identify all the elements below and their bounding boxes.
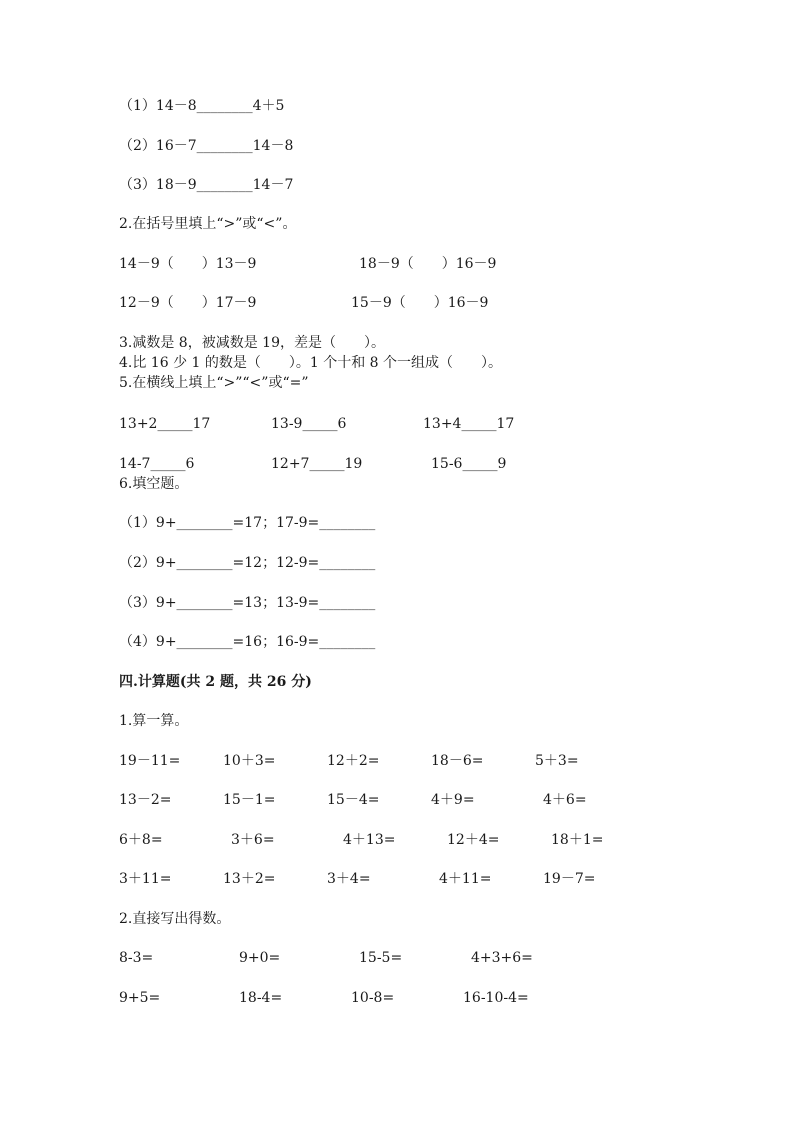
question-3: 3.减数是 8，被减数是 19，差是（ ）。 — [119, 335, 385, 351]
calc-1-title: 1.算一算。 — [119, 713, 189, 729]
calc1-cell: 13－2= — [119, 792, 172, 808]
calc1-cell: 3＋6= — [231, 832, 275, 848]
calc1-cell: 15－1= — [223, 792, 276, 808]
calc2-cell: 16-10-4= — [463, 990, 529, 1006]
compare-item-1: （1）14－8________4＋5 — [119, 98, 285, 114]
calc2-cell: 9+5= — [119, 990, 161, 1006]
calc1-cell: 3＋11= — [119, 871, 172, 887]
calc1-cell: 4＋13= — [343, 832, 396, 848]
q6-item-2: （2）9+________=12；12-9=________ — [119, 555, 376, 571]
section-4-heading: 四.计算题(共 2 题，共 26 分) — [119, 674, 312, 690]
q6-item-3: （3）9+________=13；13-9=________ — [119, 595, 376, 611]
calc1-cell: 18－6= — [431, 753, 484, 769]
calc1-cell: 12＋2= — [327, 753, 380, 769]
q5-item-4: 14-7_____6 — [119, 456, 195, 472]
calc1-cell: 15－4= — [327, 792, 380, 808]
question-6-title: 6.填空题。 — [119, 476, 189, 492]
calc2-cell: 10-8= — [351, 990, 395, 1006]
calc1-cell: 5＋3= — [535, 753, 579, 769]
q5-item-3: 13+4_____17 — [423, 416, 515, 432]
calc1-cell: 18＋1= — [551, 832, 604, 848]
q2-item-1: 14－9（ ）13－9 — [119, 256, 257, 272]
calc2-cell: 18-4= — [239, 990, 283, 1006]
question-2-title: 2.在括号里填上“>”或“<”。 — [119, 216, 297, 232]
q2-item-3: 12－9（ ）17－9 — [119, 295, 257, 311]
q5-item-6: 15-6_____9 — [431, 456, 507, 472]
q5-item-1: 13+2_____17 — [119, 416, 211, 432]
q2-item-2: 18－9（ ）16－9 — [359, 256, 497, 272]
compare-item-2: （2）16－7________14－8 — [119, 138, 294, 154]
calc2-cell: 8-3= — [119, 950, 154, 966]
question-4: 4.比 16 少 1 的数是（ ）。1 个十和 8 个一组成（ ）。 — [119, 355, 503, 371]
calc1-cell: 4＋9= — [431, 792, 475, 808]
q5-item-2: 13-9_____6 — [271, 416, 347, 432]
q2-item-4: 15－9（ ）16－9 — [351, 295, 489, 311]
calc1-cell: 3＋4= — [327, 871, 371, 887]
calc1-cell: 12＋4= — [447, 832, 500, 848]
calc1-cell: 4＋6= — [543, 792, 587, 808]
q6-item-4: （4）9+________=16；16-9=________ — [119, 634, 376, 650]
calc-2-title: 2.直接写出得数。 — [119, 911, 231, 927]
calc2-cell: 4+3+6= — [471, 950, 533, 966]
calc1-cell: 6＋8= — [119, 832, 163, 848]
calc1-cell: 4＋11= — [439, 871, 492, 887]
question-5-title: 5.在横线上填上“>”“<”或“=” — [119, 375, 309, 391]
calc1-cell: 13＋2= — [223, 871, 276, 887]
compare-item-3: （3）18－9________14－7 — [119, 177, 294, 193]
calc1-cell: 19－11= — [119, 753, 181, 769]
calc1-cell: 10＋3= — [223, 753, 276, 769]
calc1-cell: 19－7= — [543, 871, 596, 887]
calc2-cell: 15-5= — [359, 950, 403, 966]
q5-item-5: 12+7_____19 — [271, 456, 363, 472]
calc2-cell: 9+0= — [239, 950, 281, 966]
q6-item-1: （1）9+________=17；17-9=________ — [119, 515, 376, 531]
